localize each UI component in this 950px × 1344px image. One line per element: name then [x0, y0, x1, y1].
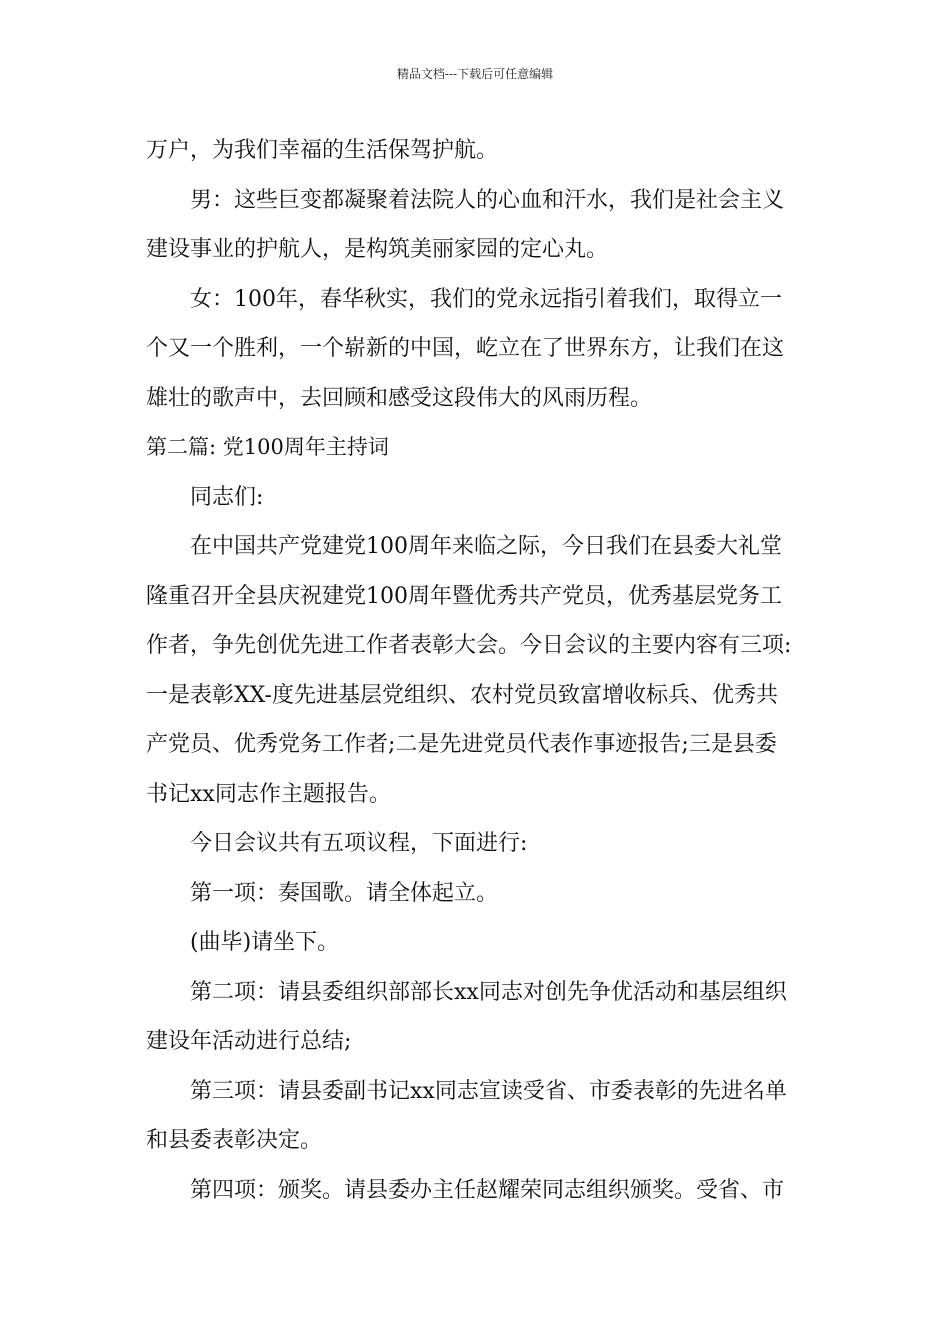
text-line: 第二项：请县委组织部部长xx同志对创先争优活动和基层组织: [190, 979, 787, 1005]
text-line: 一是表彰XX-度先进基层党组织、农村党员致富增收标兵、优秀共: [146, 682, 778, 708]
text-line: 女：100年，春华秋实，我们的党永远指引着我们，取得立一: [190, 286, 782, 312]
text-line: 今日会议共有五项议程，下面进行:: [190, 831, 528, 856]
text-line: 书记xx同志作主题报告。: [146, 781, 391, 807]
text-line: 和县委表彰决定。: [146, 1128, 323, 1153]
text-line: 在中国共产党建党100周年来临之际，今日我们在县委大礼堂: [190, 534, 782, 559]
text-line: 产党员、优秀党务工作者;二是先进党员代表作事迹报告;三是县委: [146, 732, 777, 757]
text-line: 建设年活动进行总结;: [146, 1029, 352, 1054]
text-line: 作者，争先创优先进工作者表彰大会。今日会议的主要内容有三项:: [146, 633, 792, 658]
page-header: 精品文档---下载后可任意编辑: [396, 67, 554, 81]
section-heading: 第二篇: 党100周年主持词: [146, 435, 389, 459]
text-line: 雄壮的歌声中，去回顾和感受这段伟大的风雨历程。: [146, 385, 653, 411]
text-line: 同志们:: [190, 484, 264, 510]
text-line: 第三项：请县委副书记xx同志宣读受省、市委表彰的先进名单: [190, 1078, 787, 1104]
text-line: 个又一个胜利，一个崭新的中国，屹立在了世界东方，让我们在这: [146, 336, 785, 361]
text-line: 第四项：颁奖。请县委办主任赵耀荣同志组织颁奖。受省、市: [190, 1177, 785, 1203]
text-line: 建设事业的护航人，是构筑美丽家园的定心丸。: [146, 237, 609, 262]
text-line: 男：这些巨变都凝聚着法院人的心血和汗水，我们是社会主义: [190, 187, 785, 213]
text-line: 第一项：奏国歌。请全体起立。: [190, 880, 499, 906]
text-line: 隆重召开全县庆祝建党100周年暨优秀共产党员，优秀基层党务工: [146, 583, 782, 609]
text-line: (曲毕)请坐下。: [190, 930, 340, 955]
text-line: 万户，为我们幸福的生活保驾护航。: [146, 138, 499, 163]
document-body: [146, 126, 810, 1215]
